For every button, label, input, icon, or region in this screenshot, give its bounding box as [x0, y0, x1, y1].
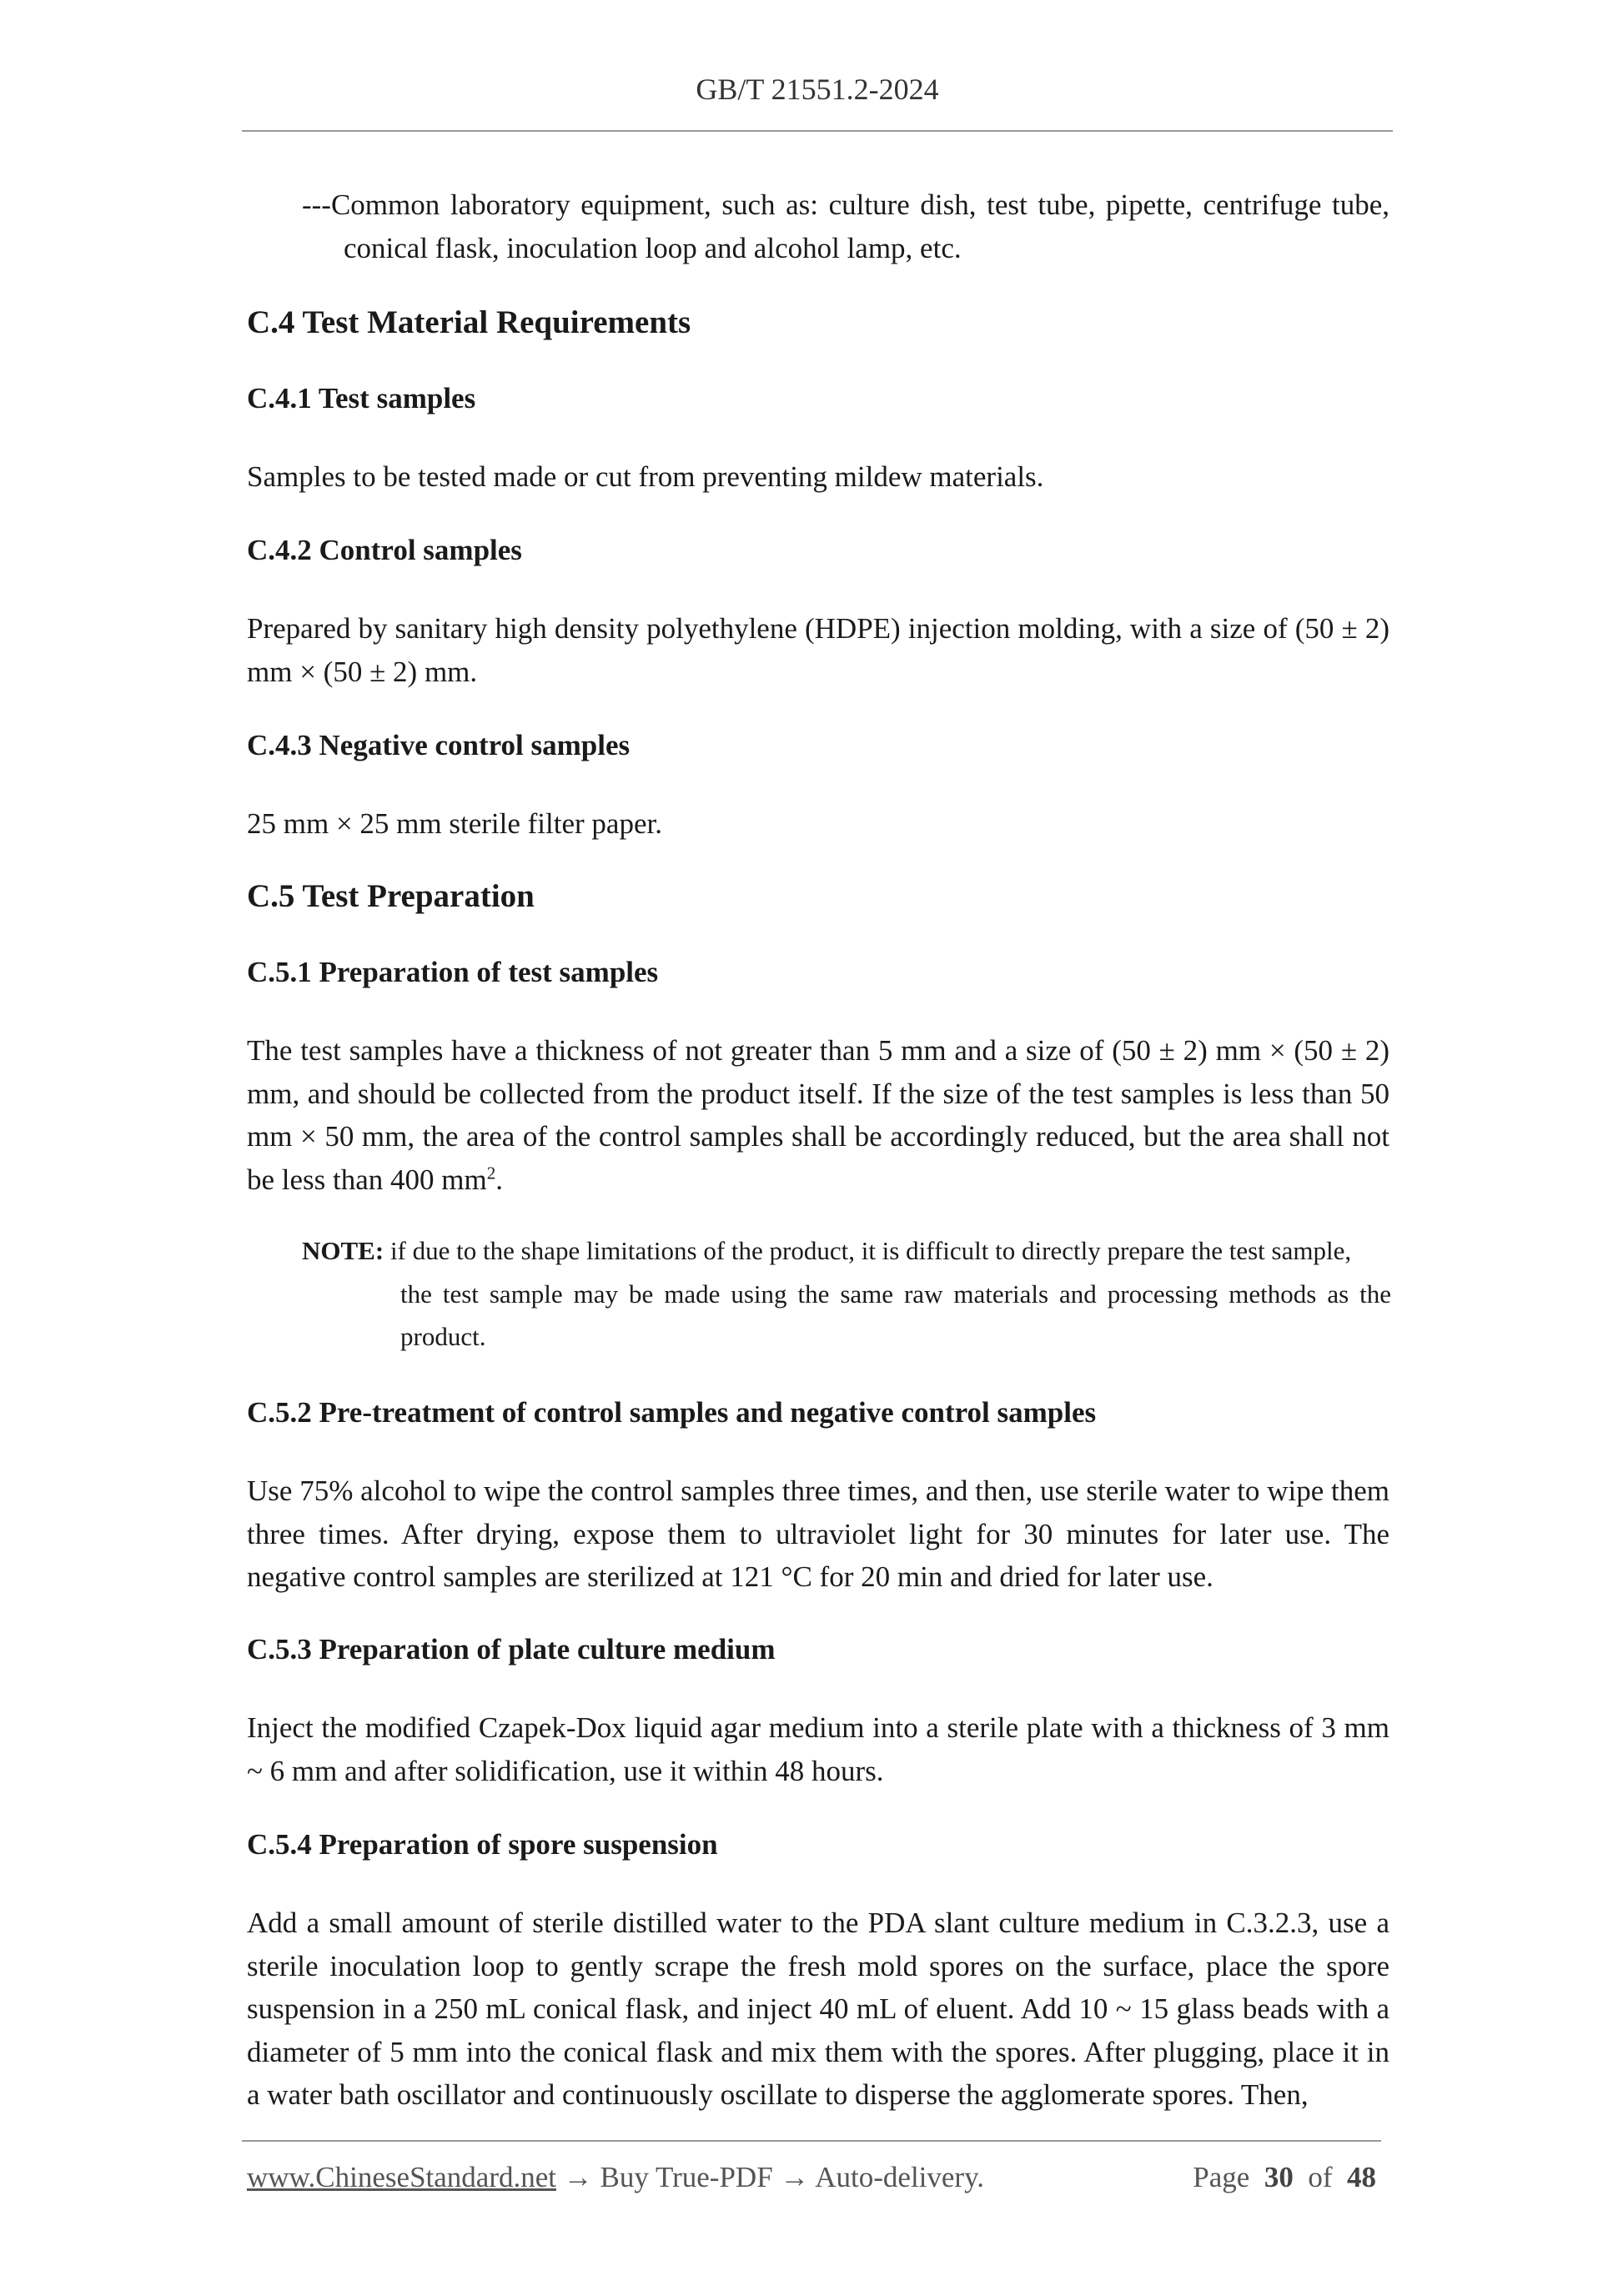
section-c51-end: . [495, 1163, 503, 1196]
page-current: 30 [1264, 2161, 1294, 2193]
page-total: 48 [1347, 2161, 1376, 2193]
section-c53-heading: C.5.3 Preparation of plate culture medium [247, 1633, 776, 1665]
section-c51-heading: C.5.1 Preparation of test samples [247, 956, 659, 988]
section-c54-heading: C.5.4 Preparation of spore suspension [247, 1828, 718, 1861]
site-link[interactable]: www.ChineseStandard.net [247, 2161, 556, 2193]
section-c41-heading: C.4.1 Test samples [247, 382, 476, 414]
section-c5-heading: C.5 Test Preparation [247, 878, 535, 914]
page-footer [247, 2161, 1389, 2194]
note-continuation: the test sample may be made using the same raw materials and processing methods as the product. [400, 1279, 1391, 1351]
section-c52-text: Use 75% alcohol to wipe the control samples three times, and then, use sterile water to wipe them three times. After drying, expose them to ultraviolet light for 30 minutes for later use. The negative control samples are sterilized at 121 °C for 20 min and dried for later use. [247, 1475, 1389, 1593]
document-header: GB/T 21551.2-2024 [696, 73, 939, 106]
section-c43-heading: C.4.3 Negative control samples [247, 729, 631, 761]
note-line-1: if due to the shape limitations of the product, it is difficult to directly prepare the test sample, [389, 1236, 1352, 1265]
header-divider [242, 130, 1393, 132]
equipment-list-item: ---Common laboratory equipment, such as: culture dish, test tube, pipette, centrifuge tube, conical flask, inoculation loop and alcohol lamp, etc. [302, 188, 1389, 264]
section-c43-text: 25 mm × 25 mm sterile filter paper. [247, 807, 662, 840]
note-label: NOTE: [302, 1236, 384, 1265]
section-c51-body: The test samples have a thickness of not greater than 5 mm and a size of (50 ± 2) mm × (50 ± 2) mm, and should be collected from the product itself. If the size of the test samples is less than 50 mm × 50 mm, the area of the control samples shall be accordingly reduced, but the area shall not be less than 400 mm [247, 1034, 1389, 1196]
section-c51-text [247, 1029, 1389, 1201]
section-c42-heading: C.4.2 Control samples [247, 534, 522, 566]
section-c4-heading: C.4 Test Material Requirements [247, 304, 691, 340]
arrow-right-icon: → [563, 2161, 593, 2193]
section-c54-text: Add a small amount of sterile distilled water to the PDA slant culture medium in C.3.2.3, use a sterile inoculation loop to gently scrape the fresh mold spores on the surface, place the spore suspension in a 250 mL conical flask, and inject 40 mL of eluent. Add 10 ~ 15 glass beads with a diameter of 5 mm into the conical flask and mix them with the spores. After plugging, place it in a water bath oscillator and continuously oscillate to disperse the agglomerate spores. Then, [247, 1907, 1389, 2111]
buy-pdf-text: Buy True-PDF [600, 2161, 773, 2193]
page-number [1193, 2161, 1376, 2194]
superscript-2: 2 [486, 1162, 496, 1183]
section-c53-text: Inject the modified Czapek-Dox liquid agar medium into a sterile plate with a thickness of 3 mm ~ 6 mm and after solidification, use it within 48 hours. [247, 1711, 1389, 1787]
auto-delivery-text: Auto-delivery. [815, 2161, 985, 2193]
section-c41-text: Samples to be tested made or cut from preventing mildew materials. [247, 460, 1044, 493]
section-c42-text: Prepared by sanitary high density polyethylene (HDPE) injection molding, with a size of (50 ± 2) mm × (50 ± 2) mm. [247, 612, 1389, 688]
footer-divider [242, 2140, 1381, 2142]
note-block [302, 1229, 1391, 1359]
section-c52-heading: C.5.2 Pre-treatment of control samples and negative control samples [247, 1396, 1097, 1429]
page-label: Page [1193, 2161, 1250, 2193]
arrow-right-icon: → [780, 2161, 810, 2193]
of-label: of [1308, 2161, 1333, 2193]
